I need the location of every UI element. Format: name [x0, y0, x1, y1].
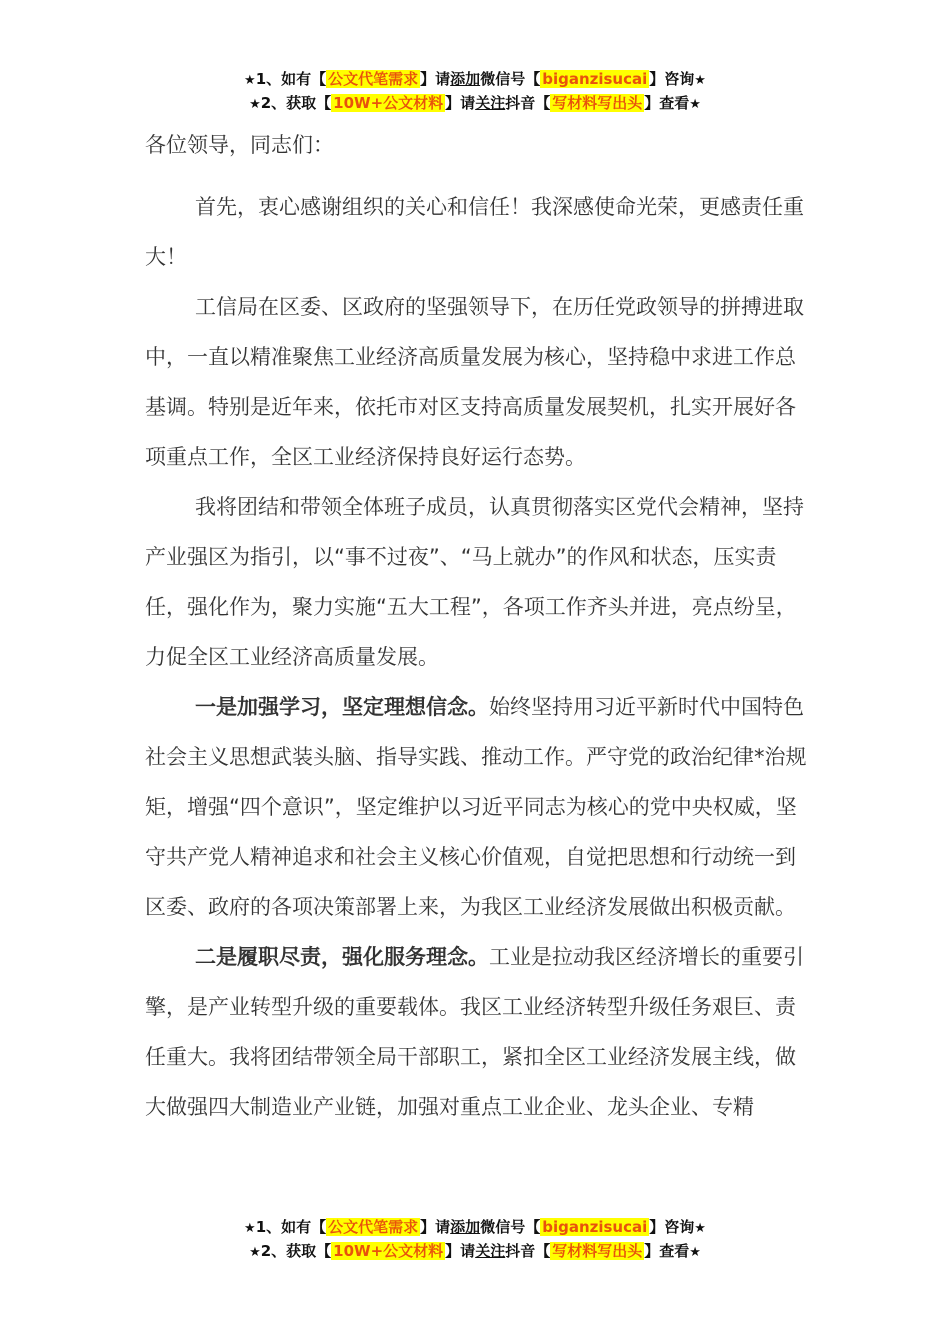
star-icon: ★ [689, 1245, 701, 1260]
header-banner [0, 68, 950, 116]
paragraph-2: 工信局在区委、区政府的坚强领导下，在历任党政领导的拼搏进取中，一直以精准聚焦工业经济高质量发展为核心，坚持稳中求进工作总基调。特别是近年来，依托市对区支持高质量发展契机，扎实开展好各项重点工作，全区工业经济保持良好运行态势。 [145, 295, 804, 469]
highlight-text: 公文代笔需求 [328, 70, 419, 88]
paragraph-4-text: 始终坚持用习近平新时代中国特色社会主义思想武装头脑、指导实践、推动工作。严守党的政治纪律*治规矩，增强“四个意识”，坚定维护以习近平同志为核心的党中央权威，坚守共产党人精神追求和社会主义核心价值观，自觉把思想和行动统一到区委、政府的各项决策部署上来，为我区工业经济发展做出积极贡献。 [145, 695, 807, 919]
paragraph-5-text: 工业是拉动我区经济增长的重要引擎，是产业转型升级的重要载体。我区工业经济转型升级任务艰巨、责任重大。我将团结带领全局干部职工，紧扣全区工业经济发展主线，做大做强四大制造业产业链，加强对重点工业企业、龙头企业、专精 [145, 945, 804, 1119]
highlight-text: 10W+公文材料 [333, 94, 444, 112]
paragraph-4-lead: 一是加强学习，坚定理想信念。 [195, 695, 489, 719]
footer-banner [0, 1216, 950, 1264]
star-icon: ★ [249, 97, 261, 112]
paragraph-5 [145, 932, 810, 1132]
banner-line-2: ★2、获取【 10W+公文材料 】请关注抖音【 写材料写出头 】查看★ [249, 1242, 701, 1260]
highlight-text: 写材料写出头 [552, 94, 643, 112]
document-body [145, 120, 810, 1132]
paragraph-5-lead: 二是履职尽责，强化服务理念。 [195, 945, 489, 969]
highlight-text: biganzisucai [542, 70, 648, 88]
star-icon: ★ [244, 73, 256, 88]
paragraph-1: 首先，衷心感谢组织的关心和信任！我深感使命光荣，更感责任重大！ [145, 195, 804, 269]
banner-line-1: ★1、如有【 公文代笔需求 】请添加微信号【 biganzisucai 】咨询★ [244, 1218, 706, 1236]
highlight-text: 公文代笔需求 [328, 1218, 419, 1236]
banner-line-2: ★2、获取【 10W+公文材料 】请关注抖音【 写材料写出头 】查看★ [249, 94, 701, 112]
star-icon: ★ [694, 73, 706, 88]
star-icon: ★ [689, 97, 701, 112]
salutation: 各位领导，同志们： [145, 133, 334, 157]
highlight-text: biganzisucai [542, 1218, 648, 1236]
highlight-text: 写材料写出头 [552, 1242, 643, 1260]
paragraph-3: 我将团结和带领全体班子成员，认真贯彻落实区党代会精神，坚持产业强区为指引，以“事不过夜”、“马上就办”的作风和状态，压实责任，强化作为，聚力实施“五大工程”，各项工作齐头并进，亮点纷呈，力促全区工业经济高质量发展。 [145, 495, 804, 669]
banner-line-1: ★1、如有【 公文代笔需求 】请添加微信号【 biganzisucai 】咨询★ [244, 70, 706, 88]
paragraph-4 [145, 682, 810, 932]
highlight-text: 10W+公文材料 [333, 1242, 444, 1260]
star-icon: ★ [694, 1221, 706, 1236]
star-icon: ★ [249, 1245, 261, 1260]
star-icon: ★ [244, 1221, 256, 1236]
